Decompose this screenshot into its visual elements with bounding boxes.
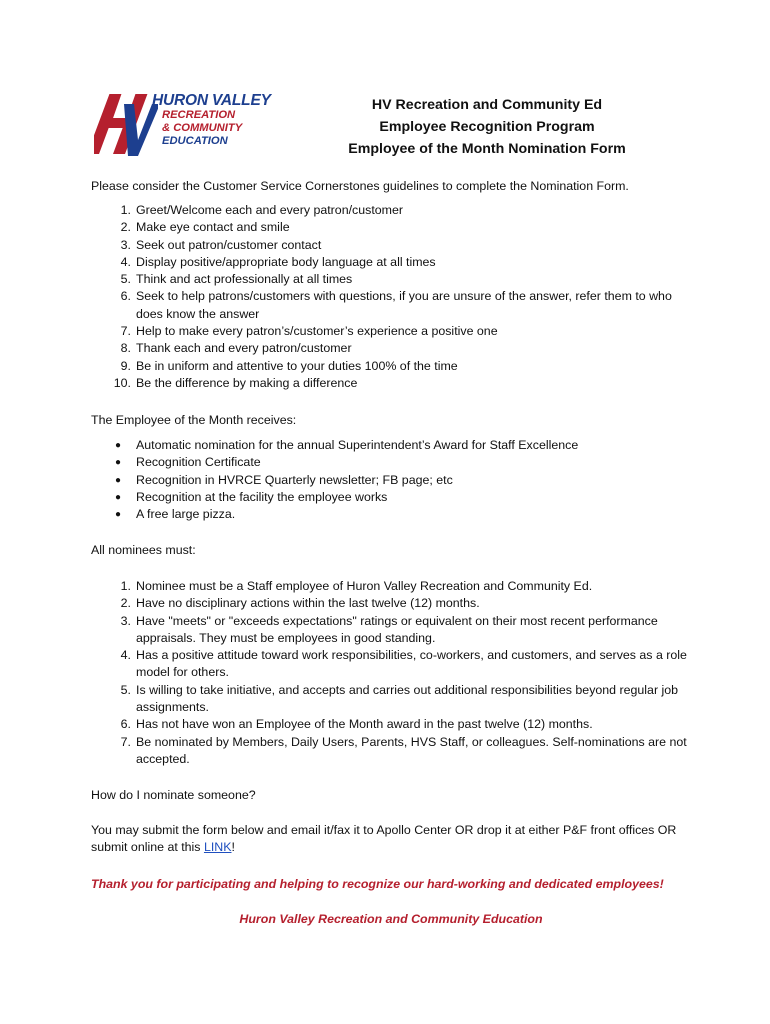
list-item: [91, 323, 691, 340]
list-text: Has a positive attitude toward work responsibilities, co-workers, and customers, and serves as a role model for others.: [136, 648, 687, 680]
header: [90, 88, 700, 164]
list-item: [91, 219, 691, 236]
list-item: [91, 454, 691, 471]
list-text: Help to make every patron’s/customer’s experience a positive one: [136, 324, 498, 339]
logo-line-education: EDUCATION: [162, 135, 228, 147]
bullet-icon: ●: [115, 457, 122, 469]
list-item: [91, 506, 691, 523]
list-text: Think and act professionally at all times: [136, 272, 353, 287]
title-line-1: HV Recreation and Community Ed: [371, 97, 603, 113]
list-number: 4.: [120, 648, 131, 663]
bullet-icon: ●: [115, 509, 122, 521]
list-text: Be in uniform and attentive to your duties 100% of the time: [136, 358, 458, 373]
bullet-icon: ●: [115, 440, 122, 451]
thank-you-note: Thank you for participating and helping to recognize our hard-working and dedicated employees!: [91, 877, 664, 891]
logo-line-recreation: RECREATION: [162, 109, 236, 121]
list-number: 5.: [120, 272, 131, 287]
nomination-link[interactable]: LINK: [203, 840, 232, 855]
list-item: [91, 288, 691, 323]
list-number: 1.: [120, 203, 131, 217]
list-text: Greet/Welcome each and every patron/customer: [136, 203, 403, 217]
list-number: 6.: [120, 717, 131, 732]
list-item: [91, 734, 691, 769]
list-number: 10.: [113, 375, 131, 390]
intro-paragraph: Please consider the Customer Service Cornerstones guidelines to complete the Nomination Form.: [91, 179, 629, 193]
list-number: 2.: [120, 220, 131, 235]
list-text: Seek out patron/customer contact: [136, 237, 322, 252]
document-title: [322, 94, 652, 160]
list-text: Thank each and every patron/customer: [136, 341, 352, 356]
logo-line-community: & COMMUNITY: [162, 122, 243, 134]
list-item: [91, 237, 691, 254]
list-number: 3.: [120, 613, 131, 628]
bullet-icon: ●: [115, 491, 122, 503]
list-item: [91, 340, 691, 357]
list-number: 7.: [120, 734, 131, 749]
list-text: Have "meets" or "exceeds expectations" ratings or equivalent on their most recent performance appraisals. They must be employees in good standing.: [136, 613, 658, 645]
logo-line-huron-valley: HURON VALLEY: [152, 92, 271, 109]
list-text: Seek to help patrons/customers with questions, if you are unsure of the answer, refer them to who does know the answer: [136, 289, 672, 321]
footer-organization: Huron Valley Recreation and Community Education: [239, 912, 543, 926]
list-item: [91, 647, 691, 682]
list-number: 7.: [120, 324, 131, 339]
list-number: 5.: [120, 682, 131, 697]
list-text: Be nominated by Members, Daily Users, Parents, HVS Staff, or colleagues. Self-nominations are not accepted.: [136, 734, 687, 766]
list-text: Make eye contact and smile: [136, 220, 290, 235]
list-item: [91, 375, 691, 392]
cornerstones-list: [91, 202, 691, 392]
list-text: Recognition in HVRCE Quarterly newsletter; FB page; etc: [136, 472, 453, 487]
list-item: [91, 472, 691, 489]
how-text-end: !: [231, 840, 235, 855]
how-heading: How do I nominate someone?: [91, 788, 256, 802]
list-item: [91, 578, 691, 595]
list-item: [91, 682, 691, 717]
how-paragraph: [91, 822, 691, 857]
logo-wordmark: [152, 92, 271, 148]
list-number: 2.: [120, 596, 131, 611]
list-text: Recognition Certificate: [136, 455, 261, 470]
list-number: 3.: [120, 237, 131, 252]
list-item: [91, 202, 691, 219]
list-item: [91, 271, 691, 288]
list-item: [91, 358, 691, 375]
list-item: [91, 437, 691, 454]
bullet-icon: ●: [115, 474, 122, 486]
receives-list: [91, 437, 691, 523]
how-text: You may submit the form below and email it/fax it to Apollo Center OR drop it at either P&F front offices OR submit online at this: [91, 823, 677, 855]
list-text: Is willing to take initiative, and accepts and carries out additional responsibilities beyond regular job assignments.: [136, 682, 679, 715]
list-item: [91, 716, 691, 733]
list-number: 8.: [120, 341, 131, 356]
list-text: Automatic nomination for the annual Superintendent’s Award for Staff Excellence: [136, 438, 579, 452]
list-text: Display positive/appropriate body language at all times: [136, 254, 436, 269]
title-line-2: Employee Recognition Program: [379, 119, 595, 135]
list-text: Has not have won an Employee of the Month award in the past twelve (12) months.: [136, 717, 593, 732]
hv-logo-mark-icon: [94, 90, 158, 158]
list-text: Recognition at the facility the employee works: [136, 489, 388, 504]
nominees-list: [91, 578, 691, 768]
list-item: [91, 254, 691, 271]
list-item: [91, 595, 691, 612]
list-item: [91, 489, 691, 506]
list-text: Be the difference by making a difference: [136, 375, 358, 390]
list-number: 4.: [120, 254, 131, 269]
list-number: 9.: [120, 358, 131, 373]
title-line-3: Employee of the Month Nomination Form: [348, 141, 626, 157]
list-number: 6.: [120, 289, 131, 304]
nominees-heading: All nominees must:: [91, 543, 196, 557]
list-item: [91, 613, 691, 648]
huron-valley-logo: [94, 90, 288, 160]
list-text: Have no disciplinary actions within the last twelve (12) months.: [136, 596, 480, 611]
receives-heading: The Employee of the Month receives:: [91, 413, 297, 427]
list-text: A free large pizza.: [136, 507, 236, 522]
list-number: 1.: [120, 579, 131, 593]
list-text: Nominee must be a Staff employee of Huron Valley Recreation and Community Ed.: [136, 579, 593, 593]
